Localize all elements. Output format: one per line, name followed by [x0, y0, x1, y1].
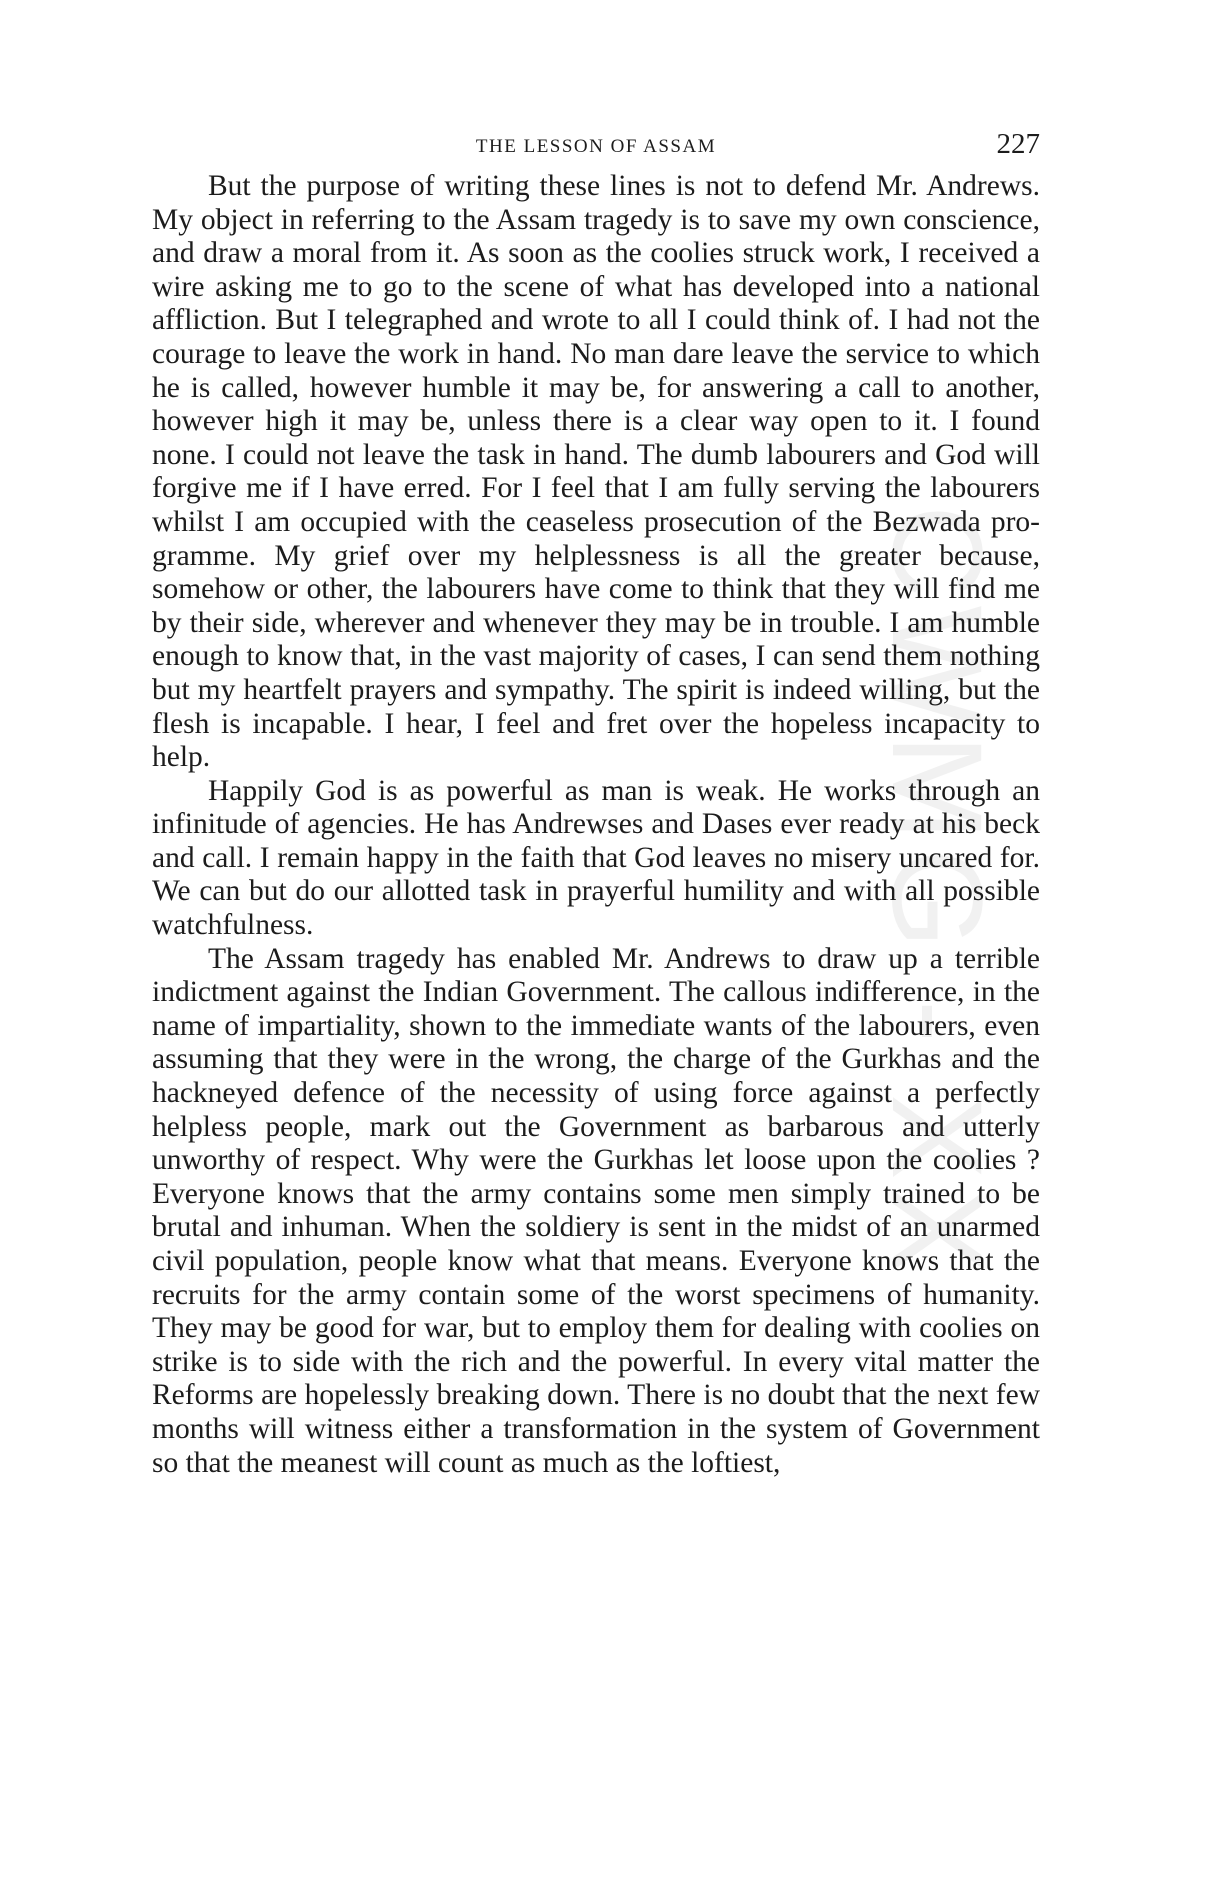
body-text [152, 170, 1040, 1480]
paragraph-3: The Assam tragedy has enabled Mr. Andrews to draw up a terrible indictment against the Indian Government. The callous indifference, in the name of impartiality, shown to the immediate wants of the labourers, even assuming that they were in the wrong, the charge of the Gurkhas and the hackneyed defence of the necessity of using force against a perfectly helpless people, mark out the Government as barbarous and utterly unworthy of respect. Why were the Gurkhas let loose upon the coolies ? Everyone knows that the army contains some men simply trained to be brutal and inhuman. When the soldiery is sent in the midst of an unarmed civil population, people know what that means. Everyone knows that the recruits for the army contain some of the worst specimens of humanity. They may be good for war, but to employ them for dealing with coolies on strike is to side with the rich and the powerful. In every vital matter the Reforms are hopelessly breaking down. There is no doubt that the next few months will witness either a transformation in the system of Government so that the meanest will count as much as the loftiest, [152, 942, 1040, 1479]
book-page [152, 126, 1040, 1480]
running-header [152, 126, 1040, 170]
page-number: 227 [996, 128, 1040, 160]
watermark: CWMG - XX [865, 505, 1008, 1281]
paragraph-2: Happily God is as powerful as man is weak. He works through an infinitude of agencies. He has Andrewses and Dases ever ready at his beck and call. I remain happy in the faith that God leaves no misery uncared for. We can but do our allotted task in prayerful humility and with all possible watchfulness. [152, 774, 1040, 942]
paragraph-1: But the purpose of writing these lines is not to defend Mr. Andrews. My object in referring to the Assam tragedy is to save my own conscience, and draw a moral from it. As soon as the coolies struck work, I received a wire asking me to go to the scene of what has developed into a national affliction. But I telegraphed and wrote to all I could think of. I had not the courage to leave the work in hand. No man dare leave the service to which he is called, however humble it may be, for answering a call to another, however high it may be, unless there is a clear way open to it. I found none. I could not leave the task in hand. The dumb labourers and God will forgive me if I have erred. For I feel that I am fully serving the labourers whilst I am occupied with the ceaseless prosecution of the Bezwada programme. My grief over my helplessness is all the greater because, somehow or other, the labourers have come to think that they will find me by their side, wherever and whenever they may be in trouble. I am humble enough to know that, in the vast majority of cases, I can send them nothing but my heartfelt prayers and sympathy. The spirit is indeed willing, but the flesh is incapable. I hear, I feel and fret over the hopeless incapacity to help. [152, 170, 1040, 774]
running-title: THE LESSON OF ASSAM [475, 136, 717, 157]
